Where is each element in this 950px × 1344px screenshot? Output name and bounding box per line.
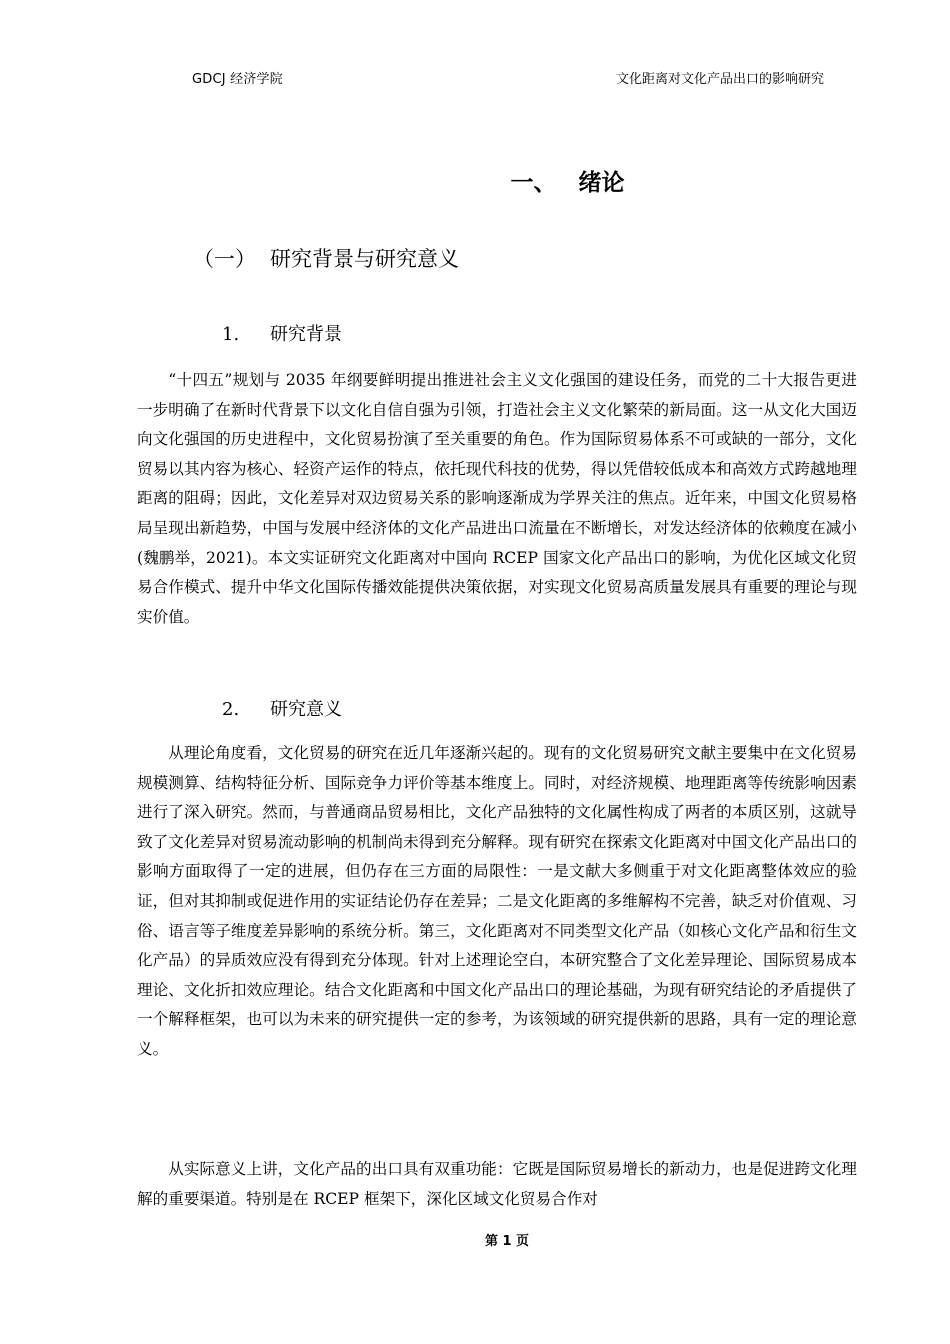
subsection-title: 研究意义 [270,699,342,720]
section-title: 研究背景与研究意义 [270,247,459,271]
subsection-heading-significance [222,695,342,721]
paragraph-background: “十四五”规划与 2035 年纲要鲜明提出推进社会主义文化强国的建设任务，而党的二十大报告更进一步明确了在新时代背景下以文化自信自强为引领，打造社会主义文化繁荣的新局面。这一从文化大国迈向文化强国的历史进程中，文化贸易扮演了至关重要的角色。作为国际贸易体系不可或缺的一部分，文化贸易以其内容为核心、轻资产运作的特点，依托现代科技的优势，得以凭借较低成本和高效方式跨越地理距离的阻碍；因此，文化差异对双边贸易关系的影响逐渐成为学界关注的焦点。近年来，中国文化贸易格局呈现出新趋势，中国与发展中经济体的文化产品进出口流量在不断增长，对发达经济体的依赖度在减小 (魏鹏举，2021)。本文实证研究文化距离对中国向 RCEP 国家文化产品出口的影响，为优化区域文化贸易合作模式、提升中华文化国际传播效能提供决策依据，对实现文化贸易高质量发展具有重要的理论与现实价值。 [137,371,857,626]
subsection-number: 2. [222,699,240,720]
chapter-title: 绪论 [578,170,625,196]
header-paper-title: 文化距离对文化产品出口的影响研究 [615,72,824,87]
section-number: （一） [193,247,256,271]
section-heading [193,243,459,273]
subsection-title: 研究背景 [270,324,342,345]
paragraph-significance-practice: 从实际意义上讲，文化产品的出口具有双重功能：它既是国际贸易增长的新动力，也是促进跨文化理解的重要渠道。特别是在 RCEP 框架下，深化区域文化贸易合作对 [137,1160,857,1208]
chapter-heading [0,164,950,197]
header-institution: GDCJ 经济学院 [192,72,283,87]
subsection-number: 1. [222,324,240,345]
chapter-number: 一、 [510,170,557,196]
page-number: 第 1 页 [484,1234,530,1249]
subsection-heading-background [222,320,342,346]
paragraph-significance-theory: 从理论角度看，文化贸易的研究在近几年逐渐兴起的。现有的文化贸易研究文献主要集中在文化贸易规模测算、结构特征分析、国际竞争力评价等基本维度上。同时，对经济规模、地理距离等传统影响因素进行了深入研究。然而，与普通商品贸易相比，文化产品独特的文化属性构成了两者的本质区别，这就导致了文化差异对贸易流动影响的机制尚未得到充分解释。现有研究在探索文化距离对中国文化产品出口的影响方面取得了一定的进展，但仍存在三方面的局限性：一是文献大多侧重于对文化距离整体效应的验证，但对其抑制或促进作用的实证结论仍存在差异；二是文化距离的多维解构不完善，缺乏对价值观、习俗、语言等子维度差异影响的系统分析。第三，文化距离对不同类型文化产品（如核心文化产品和衍生文化产品）的异质效应没有得到充分体现。针对上述理论空白，本研究整合了文化差异理论、国际贸易成本理论、文化折扣效应理论。结合文化距离和中国文化产品出口的理论基础，为现有研究结论的矛盾提供了一个解释框架，也可以为未来的研究提供一定的参考，为该领域的研究提供新的思路，具有一定的理论意义。 [137,744,857,1058]
